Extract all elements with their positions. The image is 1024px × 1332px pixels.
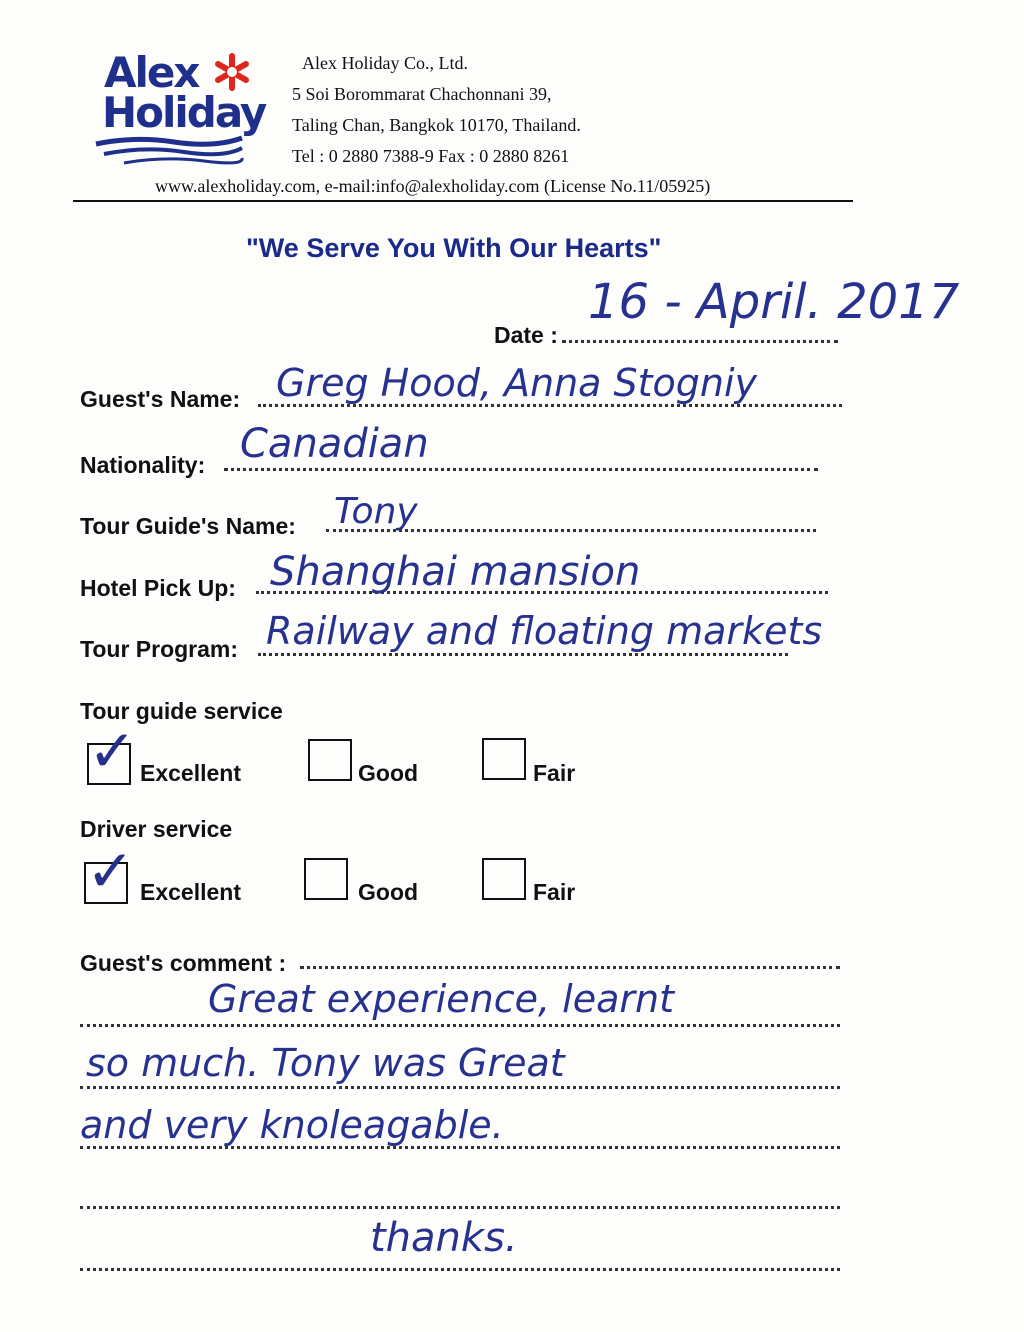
driver-service-heading: Driver service — [80, 816, 233, 842]
program-value: Railway and floating markets — [266, 609, 823, 653]
comment-line-1: Great experience, learnt — [208, 977, 674, 1021]
nationality-value: Canadian — [240, 421, 429, 467]
company-name: Alex Holiday Co., Ltd. — [302, 53, 468, 73]
guide-excellent-label: Excellent — [140, 760, 241, 786]
logo-line-1: Alex — [104, 48, 199, 97]
comment-dotted-line-4 — [80, 1206, 840, 1209]
company-address-2: Taling Chan, Bangkok 10170, Thailand. — [292, 115, 581, 135]
driver-excellent-label: Excellent — [140, 879, 241, 905]
driver-good-label: Good — [358, 879, 419, 905]
program-dotted-line — [258, 653, 788, 656]
comment-line-3: and very knoleagable. — [80, 1103, 504, 1147]
driver-fair-label: Fair — [533, 879, 576, 905]
comment-dotted-line-5 — [80, 1268, 840, 1271]
date-value: 16 - April. 2017 — [588, 274, 960, 330]
comment-dotted-line-2 — [80, 1086, 840, 1089]
company-logo — [100, 50, 270, 170]
guide-good-checkbox[interactable] — [308, 739, 352, 781]
guide-good-label: Good — [358, 760, 419, 786]
driver-fair-checkbox[interactable] — [482, 858, 526, 900]
company-info — [292, 48, 581, 172]
date-label: Date : — [494, 322, 558, 348]
company-phone: Tel : 0 2880 7388-9 Fax : 0 2880 8261 — [292, 146, 570, 166]
program-label: Tour Program: — [80, 636, 239, 662]
header-divider — [73, 200, 853, 202]
driver-excellent-check-icon: ✓ — [86, 837, 135, 905]
asterisk-icon — [212, 52, 252, 92]
guest-name-value: Greg Hood, Anna Stogniy — [276, 361, 758, 405]
date-dotted-line — [562, 340, 838, 343]
company-address-1: 5 Soi Borommarat Chachonnani 39, — [292, 84, 552, 104]
guest-name-label: Guest's Name: — [80, 386, 241, 412]
comment-dotted-line-0 — [300, 966, 840, 969]
guide-fair-checkbox[interactable] — [482, 738, 526, 780]
hotel-value: Shanghai mansion — [270, 549, 641, 595]
company-web-line: www.alexholiday.com, e-mail:info@alexholiday.com (License No.11/05925) — [155, 176, 711, 196]
comment-dotted-line-1 — [80, 1024, 840, 1027]
guide-fair-label: Fair — [533, 760, 576, 786]
waves-icon — [94, 134, 244, 168]
tour-guide-value: Tony — [334, 491, 418, 532]
tour-guide-service-heading: Tour guide service — [80, 698, 283, 724]
comment-line-2: so much. Tony was Great — [86, 1041, 565, 1085]
logo-line-2: Holiday — [102, 88, 266, 137]
comment-label: Guest's comment : — [80, 950, 287, 976]
comment-line-5: thanks. — [370, 1215, 518, 1261]
hotel-label: Hotel Pick Up: — [80, 575, 236, 601]
slogan: "We Serve You With Our Hearts" — [246, 233, 662, 263]
guide-excellent-check-icon: ✓ — [88, 717, 137, 785]
tour-guide-label: Tour Guide's Name: — [80, 513, 296, 539]
nationality-label: Nationality: — [80, 452, 206, 478]
driver-good-checkbox[interactable] — [304, 858, 348, 900]
nationality-dotted-line — [224, 468, 818, 471]
